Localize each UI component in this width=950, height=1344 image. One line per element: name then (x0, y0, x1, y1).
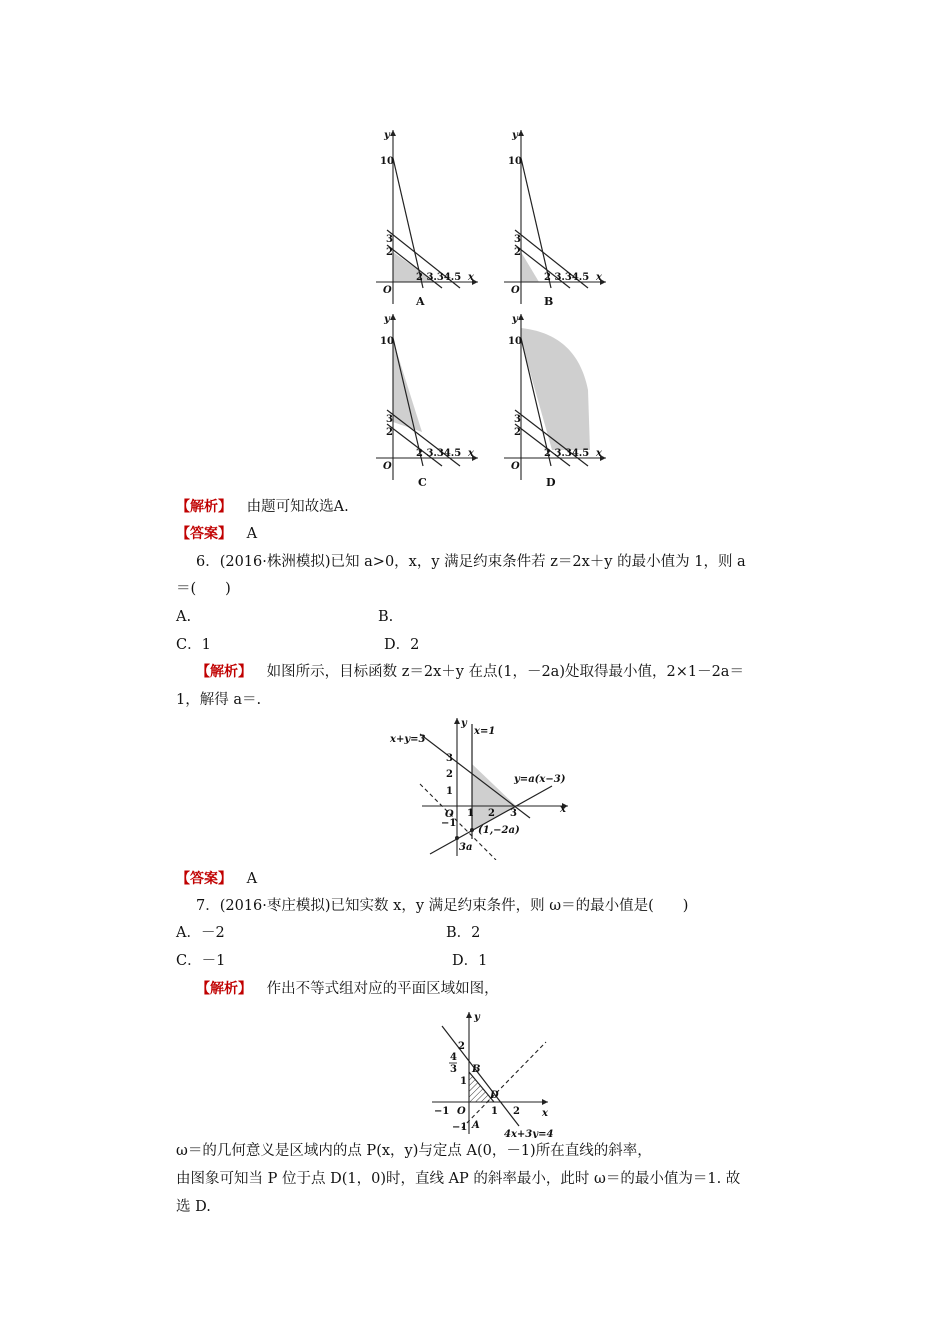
svg-text:y: y (384, 130, 390, 141)
answer-text: A (246, 871, 258, 887)
svg-text:x: x (468, 448, 474, 459)
svg-text:1: 1 (491, 1106, 498, 1117)
svg-text:3: 3 (514, 414, 521, 425)
q7-stem: 7．(2016·枣庄模拟)已知实数 x，y 满足约束条件，则 ω＝的最小值是( ) (196, 898, 689, 914)
svg-text:−1: −1 (434, 1106, 450, 1117)
q7-option-a: A．－2 (176, 925, 225, 941)
q5-graph-a (368, 126, 480, 312)
caption-a: A (416, 295, 425, 308)
svg-text:x=1: x=1 (474, 726, 496, 737)
svg-text:2: 2 (514, 427, 521, 438)
svg-text:x+y=3: x+y=3 (390, 734, 426, 745)
q7-graph (424, 1006, 554, 1138)
svg-text:2: 2 (513, 1106, 520, 1117)
caption-b: B (544, 295, 554, 308)
svg-text:y: y (461, 718, 467, 729)
q6-graph (386, 714, 572, 860)
svg-text:x: x (596, 272, 602, 283)
svg-text:O: O (383, 461, 392, 472)
svg-text:B: B (472, 1064, 481, 1075)
svg-text:2 3.34.5: 2 3.34.5 (544, 272, 590, 283)
svg-text:y: y (474, 1012, 480, 1023)
q7-analysis (196, 979, 499, 999)
svg-text:y=a(x−3): y=a(x−3) (514, 774, 566, 785)
q6-option-b: B. (378, 609, 394, 625)
svg-text:x: x (560, 804, 566, 815)
svg-text:−1: −1 (441, 818, 457, 829)
svg-text:10: 10 (380, 156, 394, 167)
svg-text:O: O (511, 461, 520, 472)
analysis-text: 如图所示，目标函数 z＝2x＋y 在点(1，－2a)处取得最小值，2×1－2a＝ (266, 664, 744, 680)
q5-graph-c (368, 310, 480, 496)
svg-text:x: x (542, 1108, 548, 1119)
svg-text:3: 3 (510, 808, 517, 819)
svg-text:2: 2 (488, 808, 495, 819)
q6-stem-line1: 6．(2016·株洲模拟)已知 a>0，x，y 满足约束条件若 z＝2x＋y 的最小值为 1，则 a (196, 554, 746, 570)
svg-text:2 3.34.5: 2 3.34.5 (416, 272, 462, 283)
svg-text:O: O (457, 1106, 466, 1117)
q6-analysis-line2: 1，解得 a＝. (176, 692, 262, 708)
svg-text:x: x (468, 272, 474, 283)
q6-answer (176, 869, 257, 889)
svg-text:2: 2 (386, 247, 393, 258)
svg-text:(1,−2a): (1,−2a) (478, 825, 520, 836)
q7-option-d: D．1 (452, 953, 488, 969)
answer-text: A (246, 526, 258, 542)
svg-text:2: 2 (446, 769, 453, 780)
svg-text:3: 3 (386, 234, 393, 245)
svg-text:y: y (384, 314, 390, 325)
analysis-tag: 【解析】 (196, 981, 252, 997)
svg-text:2 3.34.5: 2 3.34.5 (416, 448, 462, 459)
svg-text:3: 3 (514, 234, 521, 245)
analysis-tag: 【解析】 (196, 664, 252, 680)
svg-text:4: 4 (450, 1052, 457, 1063)
answer-tag: 【答案】 (176, 871, 232, 887)
svg-text:O: O (383, 285, 392, 296)
q5-answer (176, 524, 257, 544)
q5-graph-b (496, 126, 608, 312)
q5-analysis (176, 497, 349, 517)
analysis-tag: 【解析】 (176, 499, 232, 515)
svg-text:O: O (445, 809, 454, 820)
svg-text:y: y (512, 314, 518, 325)
svg-text:O: O (511, 285, 520, 296)
svg-text:1: 1 (460, 1076, 467, 1087)
svg-text:y: y (512, 130, 518, 141)
svg-text:2: 2 (386, 427, 393, 438)
svg-text:D: D (490, 1090, 499, 1101)
svg-text:−1: −1 (452, 1122, 468, 1133)
svg-text:3: 3 (446, 753, 453, 764)
q6-option-c: C．1 (176, 637, 211, 653)
svg-text:1: 1 (467, 808, 474, 819)
q7-text1: ω＝的几何意义是区域内的点 P(x，y)与定点 A(0，－1)所在直线的斜率， (176, 1143, 652, 1159)
svg-text:2: 2 (514, 247, 521, 258)
svg-text:1: 1 (446, 786, 453, 797)
q7-text2: 由图象可知当 P 位于点 D(1，0)时，直线 AP 的斜率最小，此时 ω＝的最小值为＝1. 故 (176, 1171, 741, 1187)
answer-tag: 【答案】 (176, 526, 232, 542)
caption-c: C (418, 476, 427, 489)
q6-stem-line2: ＝( ) (176, 581, 231, 597)
svg-text:3: 3 (386, 414, 393, 425)
q5-graph-d (496, 310, 608, 496)
svg-text:10: 10 (380, 336, 394, 347)
caption-d: D (546, 476, 556, 489)
q6-option-a: A. (176, 609, 192, 625)
svg-text:2 3.34.5: 2 3.34.5 (544, 448, 590, 459)
svg-text:10: 10 (508, 156, 522, 167)
q6-analysis (196, 662, 744, 682)
svg-text:10: 10 (508, 336, 522, 347)
svg-text:3: 3 (450, 1064, 457, 1075)
svg-text:4x+3y=4: 4x+3y=4 (504, 1129, 554, 1138)
q7-option-c: C．－1 (176, 953, 226, 969)
svg-text:3a: 3a (459, 842, 473, 853)
q7-option-b: B．2 (446, 925, 481, 941)
q7-text3: 选 D. (176, 1199, 211, 1215)
analysis-text: 由题可知故选A. (246, 499, 349, 515)
analysis-text: 作出不等式组对应的平面区域如图， (266, 981, 499, 997)
q6-option-d: D．2 (384, 637, 420, 653)
svg-text:x: x (596, 448, 602, 459)
svg-text:A: A (472, 1120, 480, 1131)
svg-text:2: 2 (458, 1041, 465, 1052)
